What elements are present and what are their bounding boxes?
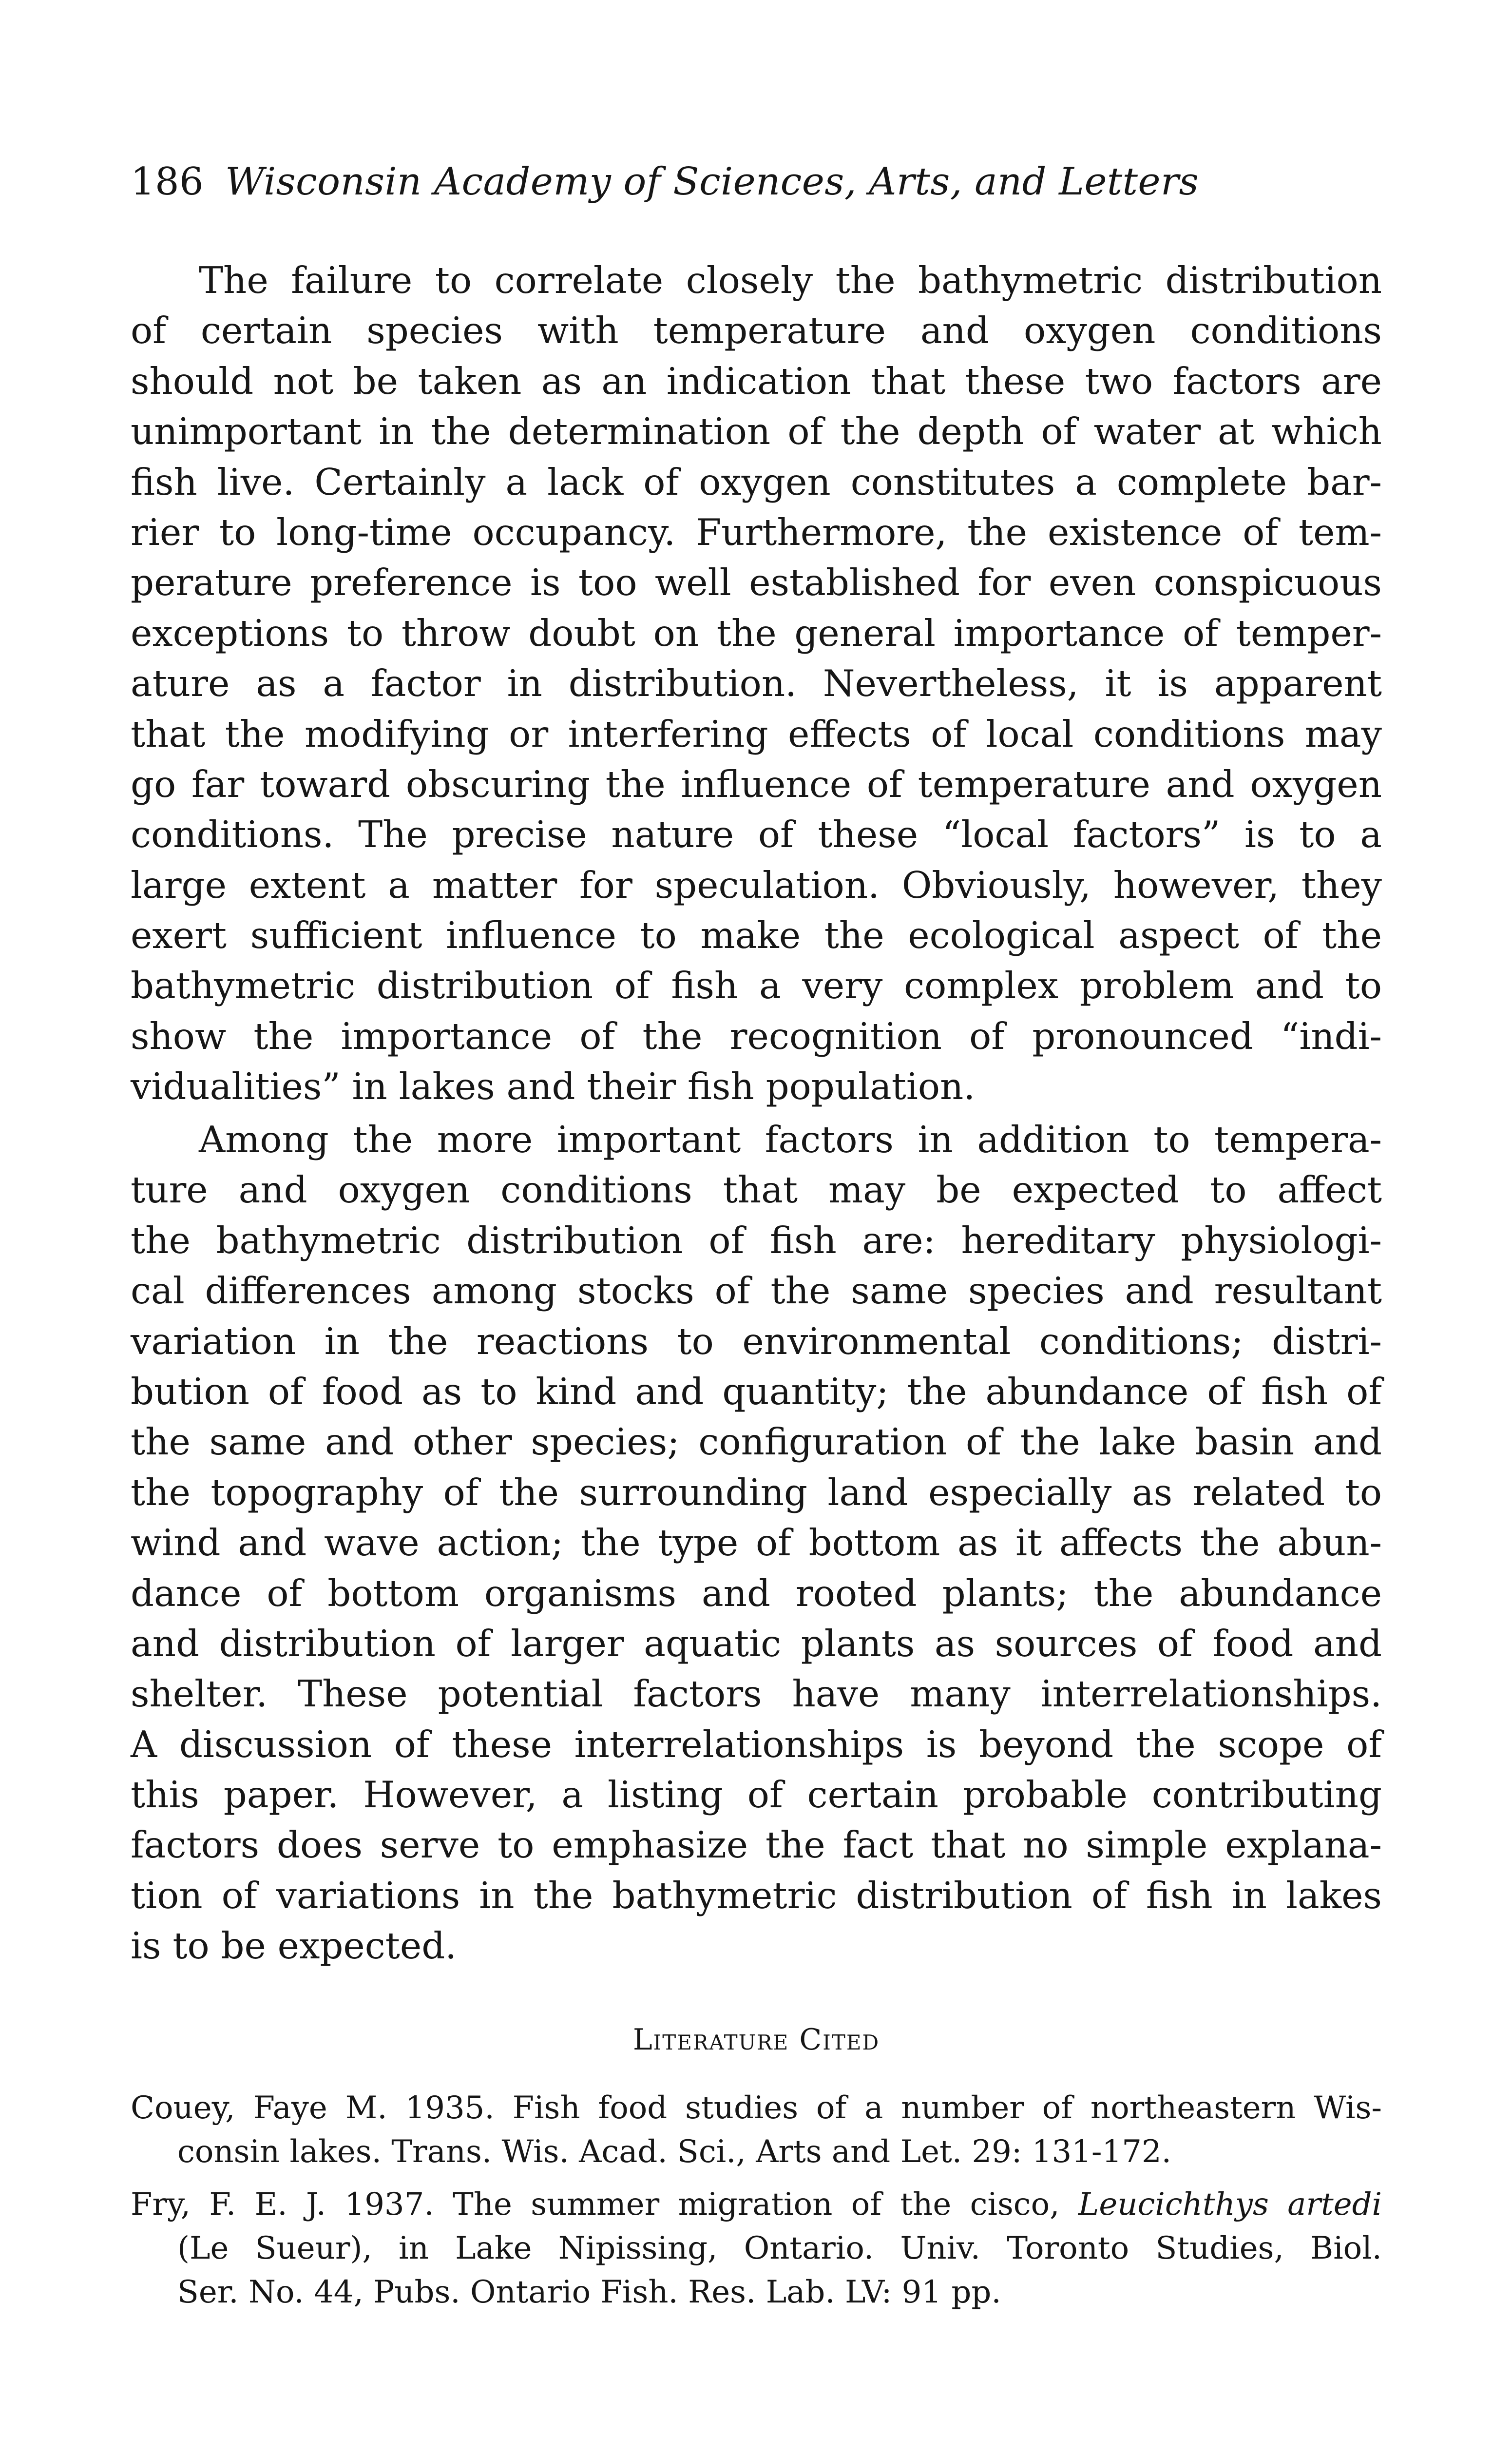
text-line: go far toward obscuring the influence of temperature and oxygen: [131, 762, 1382, 806]
text-line: ature as a factor in distribution. Nevertheless, it is apparent: [131, 662, 1382, 705]
reference-couey-1935: [131, 2086, 1382, 2174]
species-name: Leucichthys artedi: [1078, 2186, 1382, 2223]
text-line: unimportant in the determination of the depth of water at which: [131, 410, 1382, 453]
text-line: conditions. The precise nature of these “local factors” is to a: [131, 813, 1382, 856]
text-line: wind and wave action; the type of bottom as it affects the abun-: [131, 1521, 1382, 1565]
reference-line: Couey, Faye M. 1935. Fish food studies of a number of northeastern Wis-: [131, 2090, 1382, 2126]
reference-fry-1937: [131, 2183, 1382, 2314]
text-line: of certain species with temperature and oxygen conditions: [131, 309, 1382, 352]
text-line: vidualities” in lakes and their fish population.: [131, 1065, 976, 1108]
text-line: that the modifying or interfering effects of local conditions may: [131, 712, 1382, 755]
text-line: the topography of the surrounding land especially as related to: [131, 1470, 1382, 1514]
reference-line: (Le Sueur), in Lake Nipissing, Ontario. Univ. Toronto Studies, Biol.: [177, 2230, 1382, 2266]
text-line: large extent a matter for speculation. Obviously, however, they: [131, 863, 1382, 907]
literature-cited-heading: Literature Cited: [632, 2023, 880, 2057]
text-line: cal differences among stocks of the same species and resultant: [131, 1269, 1382, 1313]
text-line: show the importance of the recognition of pronounced “indi-: [131, 1014, 1382, 1058]
text-line: exert sufficient influence to make the ecological aspect of the: [131, 914, 1382, 957]
text-line: tion of variations in the bathymetric distribution of fish in lakes: [131, 1874, 1382, 1917]
text-line: this paper. However, a listing of certain probable contributing: [131, 1773, 1382, 1817]
text-line: bution of food as to kind and quantity; the abundance of fish of: [131, 1370, 1382, 1413]
text-line: the bathymetric distribution of fish are: hereditary physiologi-: [131, 1218, 1382, 1262]
text-line: Among the more important factors in addition to tempera-: [199, 1118, 1382, 1161]
text-line: should not be taken as an indication that these two factors are: [131, 359, 1382, 403]
reference-line: [131, 2183, 1382, 2226]
reference-line: Ser. No. 44, Pubs. Ontario Fish. Res. Lab. LV: 91 pp.: [177, 2274, 1001, 2310]
journal-title: Wisconsin Academy of Sciences, Arts, and Letters: [225, 160, 1199, 204]
text-line: is to be expected.: [131, 1924, 457, 1968]
text-line: The failure to correlate closely the bathymetric distribution: [199, 259, 1382, 302]
text-line: perature preference is too well established for even conspicuous: [131, 561, 1382, 604]
page-number: 186: [131, 160, 204, 204]
running-head: [131, 155, 1378, 209]
text-line: factors does serve to emphasize the fact that no simple explana-: [131, 1823, 1382, 1867]
text-line: and distribution of larger aquatic plants as sources of food and: [131, 1622, 1382, 1665]
text-line: exceptions to throw doubt on the general importance of temper-: [131, 611, 1382, 655]
body-paragraph-1: [131, 255, 1382, 1112]
text-line: rier to long-time occupancy. Furthermore, the existence of tem-: [131, 510, 1382, 554]
body-paragraph-2: [131, 1115, 1382, 1972]
text-line: variation in the reactions to environmental conditions; distri-: [131, 1319, 1382, 1363]
text-line: A discussion of these interrelationships is beyond the scope of: [131, 1722, 1382, 1766]
text-line: fish live. Certainly a lack of oxygen constitutes a complete bar-: [131, 460, 1382, 503]
text-line: dance of bottom organisms and rooted plants; the abundance: [131, 1571, 1382, 1615]
text-line: bathymetric distribution of fish a very complex problem and to: [131, 964, 1382, 1007]
text-line: ture and oxygen conditions that may be expected to affect: [131, 1168, 1382, 1212]
text-line: the same and other species; configuration of the lake basin and: [131, 1420, 1382, 1464]
reference-text: Fry, F. E. J. 1937. The summer migration of the cisco,: [131, 2186, 1078, 2223]
text-line: shelter. These potential factors have many interrelationships.: [131, 1672, 1382, 1716]
reference-line: consin lakes. Trans. Wis. Acad. Sci., Arts and Let. 29: 131-172.: [177, 2134, 1171, 2170]
